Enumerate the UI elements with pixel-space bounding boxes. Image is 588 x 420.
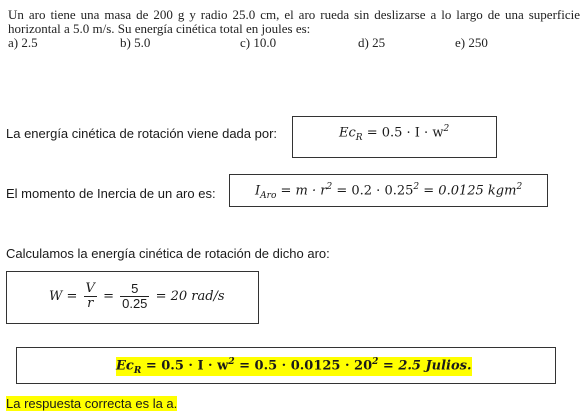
- step3-text: Calculamos la energía cinética de rotación de dicho aro:: [6, 246, 330, 261]
- step1-formula: $Ec_R = 0.5 \cdot I \cdot w^2$: [339, 124, 450, 143]
- step4-formula: $Ec_R = 0.5 \cdot I \cdot w^2 = 0.5 \cdot 0.0125 \cdot 20^2 = 2.5$ Julios.: [116, 357, 472, 376]
- option-a: a) 2.5: [8, 35, 38, 50]
- step2-formula-box: [229, 174, 548, 207]
- option-c: c) 10.0: [240, 35, 277, 50]
- step2-formula: $I_{Aro} = m \cdot r^2 = 0.2 \cdot 0.25^2 = 0.0125$ kgm$^2$: [255, 182, 523, 201]
- step2-text: El momento de Inercia de un aro es:: [6, 186, 216, 201]
- fraction-5-over-025: $\frac{5}{0.25}$: [122, 281, 148, 311]
- answer-options: [8, 36, 580, 50]
- fraction-v-over-r: $\frac{V}{r}$: [85, 281, 95, 311]
- step1-text: La energía cinética de rotación viene dada por:: [6, 126, 278, 141]
- step3-formula: W = $\frac{V}{r}$ = $\frac{5}{0.25}$ = 20 rad/s: [49, 281, 225, 311]
- step3-formula-box: [6, 271, 259, 324]
- problem-statement: Un aro tiene una masa de 200 g y radio 25.0 cm, el aro rueda sin deslizarse a lo largo de una superficie horizontal a 5.0 m/s. Su energía cinética total en joules es:: [8, 7, 580, 36]
- step4-formula-box: [16, 347, 556, 384]
- problem-block: [8, 8, 580, 50]
- option-e: e) 250: [455, 35, 488, 50]
- option-d: d) 25: [358, 35, 386, 50]
- option-b: b) 5.0: [120, 35, 151, 50]
- answer-text: La respuesta correcta es la a.: [6, 396, 178, 411]
- step1-formula-box: [292, 116, 497, 158]
